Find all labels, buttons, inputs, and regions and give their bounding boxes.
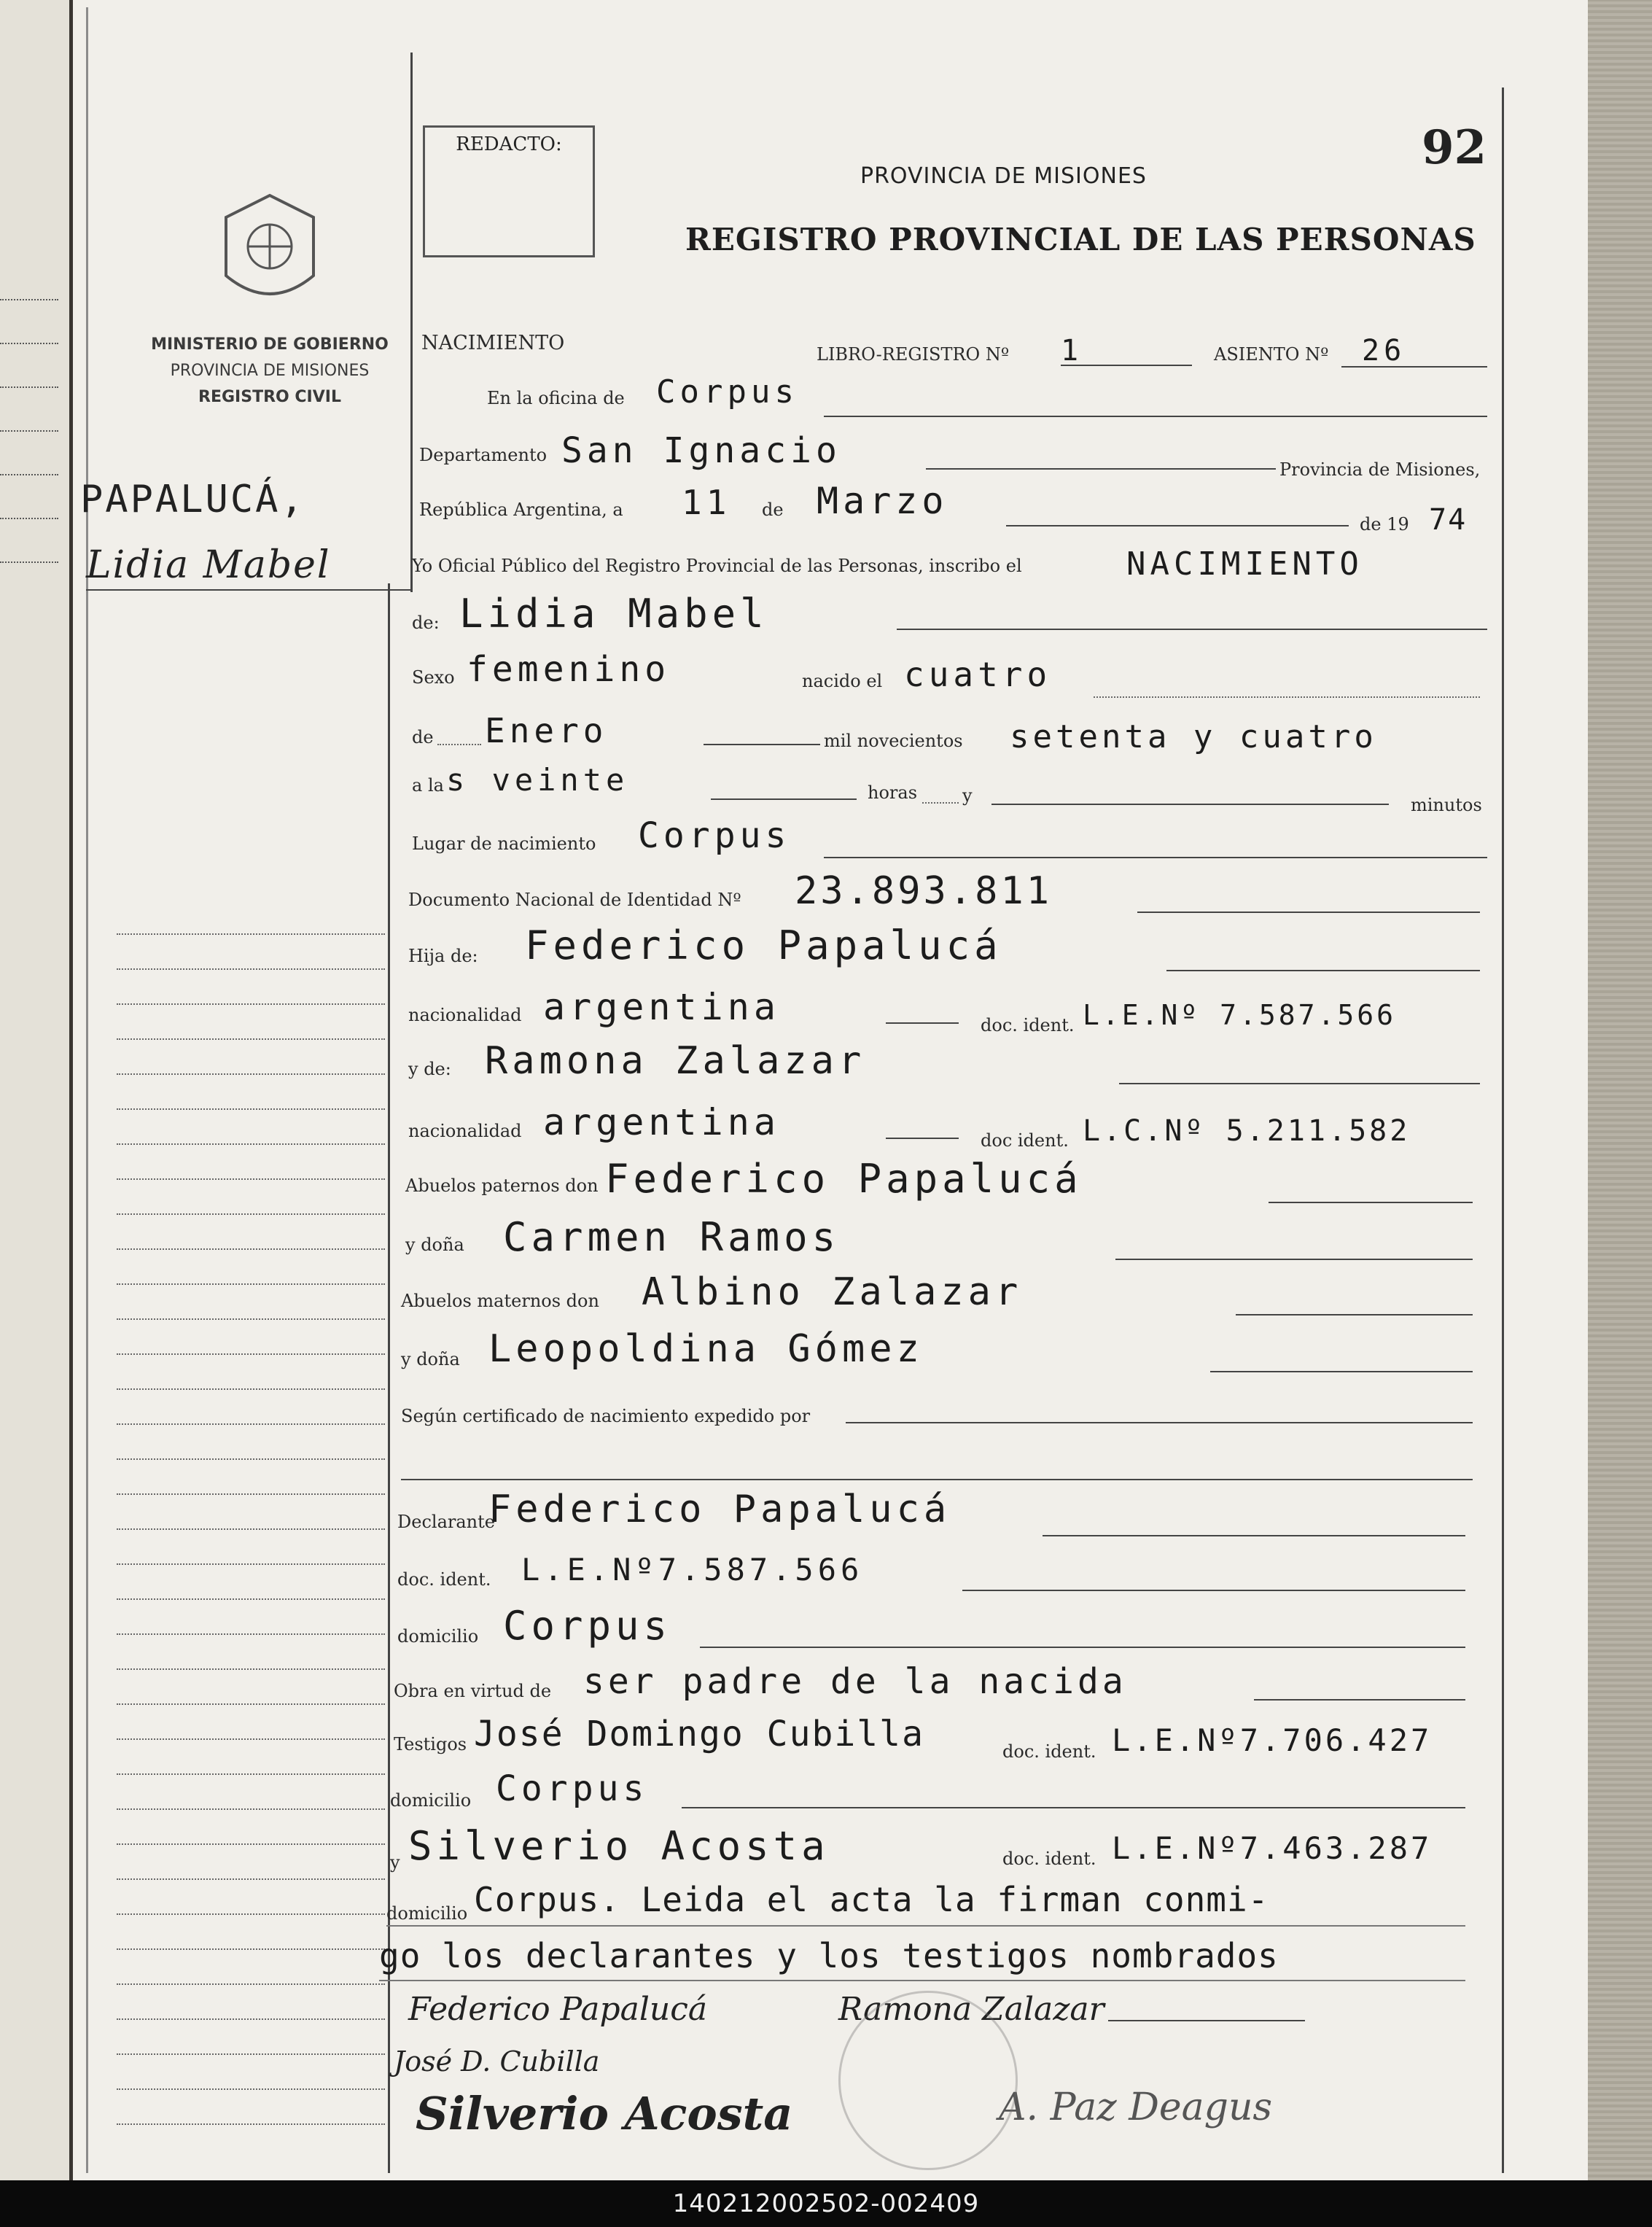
libro-value: 1 xyxy=(1061,334,1083,368)
domicilio2-value: Corpus xyxy=(496,1768,649,1809)
left-margin-rule xyxy=(86,7,88,2173)
nac2-value: argentina xyxy=(543,1101,780,1143)
y-dona2-label: y doña xyxy=(401,1349,460,1369)
book-binding xyxy=(1582,0,1652,2180)
domicilio1-label: domicilio xyxy=(397,1626,479,1647)
month-value: Marzo xyxy=(817,480,948,522)
doc2-value: L.C.Nº 5.211.582 xyxy=(1083,1114,1411,1148)
dni-value: 23.893.811 xyxy=(795,869,1053,913)
segun-rule xyxy=(846,1422,1473,1423)
domicilio3-rule xyxy=(386,1925,1465,1927)
domicilio1-value: Corpus xyxy=(503,1603,672,1649)
margin-dotted-line xyxy=(117,1983,385,1985)
signature-officer: A. Paz Deagus xyxy=(999,2086,1273,2129)
nac2-rule xyxy=(886,1138,959,1139)
lugar-rule xyxy=(824,857,1487,858)
segun-rule-2 xyxy=(401,1479,1473,1480)
year-value: 74 xyxy=(1429,503,1468,537)
obra-value: ser padre de la nacida xyxy=(583,1661,1127,1702)
dni-rule xyxy=(1137,912,1480,913)
right-border-rule xyxy=(1502,88,1504,2173)
registry-title: REGISTRO PROVINCIAL DE LAS PERSONAS xyxy=(685,222,1476,257)
margin-dotted-line xyxy=(117,1458,385,1460)
yo-oficial-label: Yo Oficial Público del Registro Provincial de las Personas, inscribo el xyxy=(412,556,1022,576)
margin-dotted-line xyxy=(117,1598,385,1600)
nac1-rule xyxy=(886,1022,959,1024)
doc3-value: L.E.Nº7.587.566 xyxy=(521,1552,864,1587)
de-name-label: de: xyxy=(412,613,440,633)
abuelo-mat-value: Albino Zalazar xyxy=(642,1270,1023,1314)
ministry-header xyxy=(131,332,408,411)
province-title: PROVINCIA DE MISIONES xyxy=(860,163,1147,189)
declarante-value: Federico Papalucá xyxy=(488,1488,951,1531)
column-divider-top xyxy=(410,53,413,592)
signature-witness-1: José D. Cubilla xyxy=(394,2045,600,2078)
father-rule xyxy=(1166,970,1480,971)
margin-dotted-line xyxy=(117,1528,385,1530)
minutos-rule xyxy=(991,804,1389,805)
alas-label: a la xyxy=(412,775,444,796)
margin-dotted-line xyxy=(117,1808,385,1810)
nac1-value: argentina xyxy=(543,986,780,1028)
name-value: Lidia Mabel xyxy=(459,591,768,637)
yo-oficial-value: NACIMIENTO xyxy=(1126,545,1363,583)
day-value: 11 xyxy=(682,483,731,522)
provincia-label: Provincia de Misiones, xyxy=(1279,459,1481,480)
signature-mother: Ramona Zalazar xyxy=(838,1991,1104,2028)
y-de-label: y de: xyxy=(408,1059,451,1079)
column-divider xyxy=(388,583,390,2173)
abuela-mat-rule xyxy=(1210,1371,1473,1372)
abuelo-pat-rule xyxy=(1269,1202,1473,1203)
oficina-label: En la oficina de xyxy=(487,388,625,408)
margin-dotted-line xyxy=(117,2018,385,2020)
y-dona1-label: y doña xyxy=(405,1235,464,1255)
left-page-edge xyxy=(0,0,69,2180)
margin-dotted-line xyxy=(117,1563,385,1565)
abuelo-pat-value: Federico Papalucá xyxy=(605,1156,1083,1202)
abuela-pat-rule xyxy=(1115,1259,1473,1260)
margin-dotted-line xyxy=(117,1423,385,1425)
margin-dotted-line xyxy=(117,1878,385,1880)
margin-dotted-line xyxy=(117,968,385,970)
nac1-label: nacionalidad xyxy=(408,1005,522,1025)
abuelo-mat-rule xyxy=(1236,1314,1473,1315)
official-stamp-icon xyxy=(838,1991,1018,2170)
nacido-value: cuatro xyxy=(904,655,1052,694)
margin-dotted-line xyxy=(117,1038,385,1040)
y-label: y xyxy=(962,785,973,806)
margin-dotted-line xyxy=(117,1003,385,1005)
nac2-label: nacionalidad xyxy=(408,1121,522,1141)
doc1-label: doc. ident. xyxy=(981,1015,1075,1035)
minutos-label: minutos xyxy=(1411,795,1482,815)
doc5-label: doc. ident. xyxy=(1002,1849,1096,1869)
margin-dotted-line xyxy=(117,1493,385,1495)
abuela-pat-value: Carmen Ramos xyxy=(503,1214,841,1260)
declarante-rule xyxy=(1043,1535,1465,1536)
margin-dotted-line xyxy=(117,1843,385,1845)
page-number: 92 xyxy=(1422,120,1487,175)
sexo-label: Sexo xyxy=(412,667,455,688)
hijo-label: Hija de: xyxy=(408,946,478,966)
margin-dotted-line xyxy=(117,1738,385,1740)
signature-rule xyxy=(1108,2020,1305,2021)
alas-value: s veinte xyxy=(446,762,629,798)
nacido-label: nacido el xyxy=(802,671,883,691)
domicilio3-value: Corpus. Leida el acta la firman conmi- xyxy=(474,1880,1269,1919)
margin-dotted-line xyxy=(117,1108,385,1110)
redacto-label: REDACTO: xyxy=(456,133,562,155)
oficina-value: Corpus xyxy=(656,373,798,411)
testigos-label: Testigos xyxy=(394,1734,467,1754)
domicilio1-rule xyxy=(700,1647,1465,1648)
nacido-rule xyxy=(1094,696,1480,698)
continuation-line-1: go los declarantes y los testigos nombrados xyxy=(379,1936,1279,1975)
declarante-label: Declarante xyxy=(397,1512,495,1532)
domicilio3-label: domicilio xyxy=(386,1903,468,1924)
departamento-value: San Ignacio xyxy=(561,430,841,471)
ministry-line-2: PROVINCIA DE MISIONES xyxy=(170,362,370,380)
libro-label: LIBRO-REGISTRO Nº xyxy=(817,344,1010,365)
birth-month-rule xyxy=(704,744,820,745)
margin-dotted-line xyxy=(117,1073,385,1075)
margin-dotted-line xyxy=(117,1948,385,1950)
margin-dotted-line xyxy=(117,1283,385,1285)
doc1-value: L.E.Nº 7.587.566 xyxy=(1083,999,1397,1031)
asiento-rule xyxy=(1341,366,1487,368)
margin-dotted-line xyxy=(117,1388,385,1390)
act-type-label: NACIMIENTO xyxy=(421,332,565,354)
segun-label: Según certificado de nacimiento expedido por xyxy=(401,1406,811,1426)
domicilio2-rule xyxy=(682,1807,1465,1808)
margin-surname: PAPALUCÁ, xyxy=(80,478,305,521)
doc4-value: L.E.Nº7.706.427 xyxy=(1112,1722,1433,1758)
abuelos-pat-label: Abuelos paternos don xyxy=(405,1175,599,1196)
ministry-line-3: REGISTRO CIVIL xyxy=(198,388,341,406)
testigo2-value: Silverio Acosta xyxy=(408,1823,830,1869)
margin-dotted-line xyxy=(117,1248,385,1250)
margin-dotted-line xyxy=(117,1633,385,1635)
abuela-mat-value: Leopoldina Gómez xyxy=(488,1327,924,1371)
margin-dotted-line xyxy=(117,1213,385,1215)
asiento-label: ASIENTO Nº xyxy=(1214,344,1329,365)
margin-given-name: Lidia Mabel xyxy=(86,543,331,587)
mil-label: mil novecientos xyxy=(824,731,963,751)
margin-dotted-line xyxy=(117,1143,385,1145)
lugar-label: Lugar de nacimiento xyxy=(412,833,596,854)
sexo-value: femenino xyxy=(467,649,671,690)
margin-dotted-line xyxy=(117,1913,385,1915)
provincial-seal-icon xyxy=(211,188,328,312)
oficina-rule xyxy=(824,416,1487,417)
dni-label: Documento Nacional de Identidad Nº xyxy=(408,890,741,910)
asiento-value: 26 xyxy=(1362,334,1406,368)
doc5-value: L.E.Nº7.463.287 xyxy=(1112,1830,1433,1866)
abuelos-mat-label: Abuelos maternos don xyxy=(401,1291,599,1311)
margin-name-underline xyxy=(86,589,412,591)
horas-label: horas xyxy=(868,782,918,803)
name-rule xyxy=(897,629,1487,630)
father-value: Federico Papalucá xyxy=(525,922,1002,968)
redacto-box xyxy=(423,125,595,257)
doc3-rule xyxy=(962,1590,1465,1591)
testigo1-value: José Domingo Cubilla xyxy=(474,1714,924,1754)
doc2-label: doc ident. xyxy=(981,1130,1069,1151)
mother-value: Ramona Zalazar xyxy=(485,1039,866,1083)
margin-dotted-line xyxy=(117,933,385,935)
margin-dotted-line xyxy=(117,1668,385,1670)
margin-dotted-line xyxy=(117,1178,385,1180)
birth-month-value: Enero xyxy=(485,711,608,750)
de-month-label: de xyxy=(412,727,434,747)
de-month-dots xyxy=(437,744,481,745)
margin-dotted-line xyxy=(117,1318,385,1320)
margin-dotted-line xyxy=(117,1353,385,1355)
departamento-rule xyxy=(926,468,1276,470)
lugar-value: Corpus xyxy=(638,815,791,856)
mil-value: setenta y cuatro xyxy=(1010,718,1377,755)
signature-witness-2: Silverio Acosta xyxy=(416,2087,793,2140)
month-rule xyxy=(1006,525,1349,526)
y2-label: y xyxy=(390,1852,400,1873)
margin-dotted-line xyxy=(117,2088,385,2090)
mother-rule xyxy=(1119,1083,1480,1084)
domicilio2-label: domicilio xyxy=(390,1790,472,1811)
de-label: de xyxy=(762,500,784,520)
signature-father: Federico Papalucá xyxy=(408,1991,708,2028)
republica-label: República Argentina, a xyxy=(419,500,623,520)
margin-dotted-line xyxy=(117,1703,385,1705)
margin-dotted-line xyxy=(117,2123,385,2125)
departamento-label: Departamento xyxy=(419,445,548,465)
margin-dotted-line xyxy=(117,2053,385,2055)
year-label: de 19 xyxy=(1360,514,1409,535)
obra-label: Obra en virtud de xyxy=(394,1681,552,1701)
continuation-rule xyxy=(379,1980,1465,1981)
libro-rule xyxy=(1061,365,1192,366)
margin-dotted-line xyxy=(117,1773,385,1775)
obra-rule xyxy=(1254,1699,1465,1701)
ministry-line-1: MINISTERIO DE GOBIERNO xyxy=(151,335,389,354)
horas-dots xyxy=(922,802,959,804)
alas-rule xyxy=(711,798,857,800)
image-identifier: 140212002502-002409 xyxy=(0,2180,1652,2227)
doc4-label: doc. ident. xyxy=(1002,1741,1096,1762)
doc3-label: doc. ident. xyxy=(397,1569,491,1590)
